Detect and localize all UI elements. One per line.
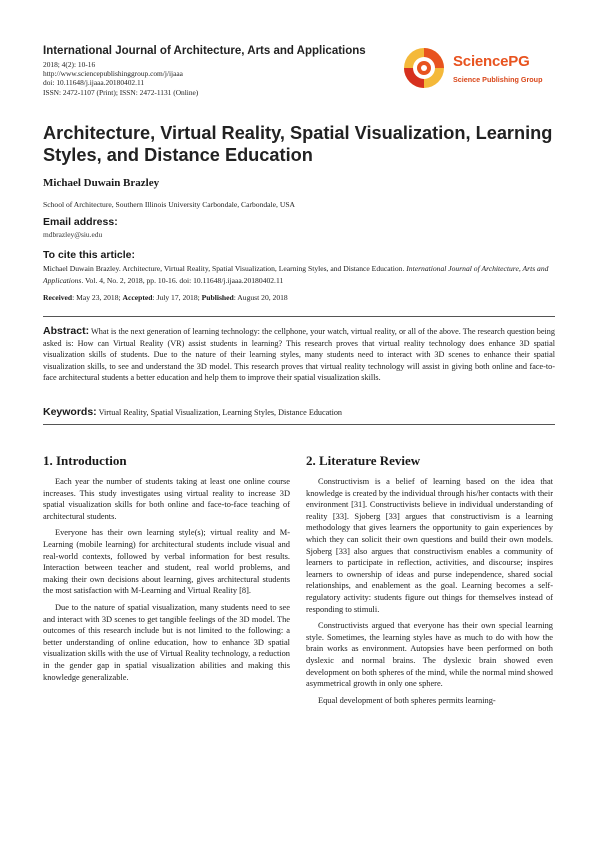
citation-journal: International Journal of Architecture, Arts and Applications — [43, 264, 549, 285]
abstract-text: What is the next generation of learning technology: the cellphone, your watch, virtual reality, or all of the above. The research question being asked is: How can Virtual Reality (VR) assist students in learning? This research proves that virtual reality technology does enhance 3D spatial visualization skills of students. Due to the nature of their learning styles, many students need to interact with 3D scenes to enhance their spatial visualization skills, to see and understand the 3D model. This research proves that virtual reality technology will assist in giving both online and face-to-face architectural students a better education and help them to improve their spatial visualization skills. — [43, 327, 555, 383]
journal-doi[interactable]: doi: 10.11648/j.ijaaa.20180402.11 — [43, 78, 145, 88]
received-label: Received — [43, 293, 73, 302]
logo-subtitle: Science Publishing Group — [453, 75, 543, 84]
received-date: : May 23, 2018; — [72, 293, 123, 302]
journal-title: International Journal of Architecture, Arts and Applications — [43, 45, 366, 57]
section-heading-literature-review: 2. Literature Review — [306, 453, 421, 468]
abstract-label: Abstract: — [43, 325, 90, 337]
citation-details: . Vol. 4, No. 2, 2018, pp. 10-16. doi: 10.11648/j.ijaaa.20180402.11 — [81, 276, 284, 285]
intro-paragraph: Due to the nature of spatial visualization, many students need to see and interact with 3D scenes to get tangible feelings of the 3D model. The outcomes of this research include but is not limited to the following: a better understanding of online education, how to enhance 3D spatial visualization skills with the use of Virtual Reality technology, a reduction in the gender gap in spatial visualization abilities and making this knowledge generalizable. — [43, 602, 290, 682]
paper-title: Architecture, Virtual Reality, Spatial Visualization, Learning Styles, and Distance Education — [43, 123, 553, 165]
literature-paragraph: Constructivists argued that everyone has their own special learning style. Sometimes, the learning styles have as much to do with how the brain works as environment. Autopsies have been performed on both dyslexic and normal brains. The dyslexic brain showed even development on both spheres of the mind, while the normal mind showed asymmetrical growth in only one sphere. — [306, 621, 553, 689]
citation-plain: Michael Duwain Brazley. Architecture, Virtual Reality, Spatial Visualization, Learning Styles, and Distance Education. — [43, 264, 407, 273]
abstract — [43, 326, 555, 384]
author-name: Michael Duwain Brazley — [43, 177, 160, 189]
citation-text — [43, 263, 555, 287]
sciencepg-logo — [402, 46, 562, 90]
issue-info: 2018; 4(2): 10-16 — [43, 60, 96, 69]
journal-meta — [43, 60, 198, 97]
intro-paragraph: Everyone has their own learning style(s); virtual reality and M-Learning (mobile learning) for architectural students include visual and real-world contexts, followed by verbal information for best results. Interaction between teacher and student, real world problems, and making their own decisions about learning, gives architectural students the most satisfaction with M-Learning and Virtual Reality [8]. — [43, 528, 290, 596]
intro-paragraph: Each year the number of students taking at least one online course increases. This study investigates using virtual reality to increase 3D spatial visualization skills for both online and face-to-face teaching of architectural students. — [43, 477, 290, 521]
article-dates — [43, 293, 288, 302]
keywords-label: Keywords: — [43, 406, 97, 418]
logo-name: SciencePG — [453, 53, 530, 70]
journal-issn: ISSN: 2472-1107 (Print); ISSN: 2472-1131 (Online) — [43, 87, 199, 97]
divider-top — [43, 316, 555, 317]
keywords-text: Virtual Reality, Spatial Visualization, Learning Styles, Distance Education — [96, 408, 343, 417]
author-affiliation: School of Architecture, Southern Illinois University Carbondale, Carbondale, USA — [43, 200, 296, 209]
email-heading: Email address: — [43, 216, 118, 228]
cite-heading: To cite this article: — [43, 249, 135, 261]
literature-paragraph: Constructivism is a belief of learning based on the idea that knowledge is created by the individual through his/her contacts with their environment [31]. Constructivists believe in individual understanding of reality [33]. Sjoberg [33] argues that constructivism is a learning methodology that gives learners the opportunity to gain experiences by which they can solicit their own questions and build their own models. Sjoberg [33] also argues that constructivism enables a community of learners to participate in reflection, activities, and discourse; inspires learners to ownership of ideas and purse independence, shared social relationships, and enablement as the goal. Learning becomes a self-regulatory activity: students figure out things for themselves instead of responding to stimuli. — [306, 477, 553, 614]
literature-column — [306, 476, 553, 711]
published-label: Published — [201, 293, 234, 302]
section-heading-introduction: 1. Introduction — [43, 453, 127, 468]
accepted-date: : July 17, 2018; — [152, 293, 202, 302]
sciencepg-emblem-icon — [402, 46, 450, 90]
published-date: : August 20, 2018 — [233, 293, 288, 302]
keywords — [43, 406, 555, 418]
accepted-label: Accepted — [122, 293, 153, 302]
introduction-column — [43, 476, 290, 688]
journal-url[interactable]: http://www.sciencepublishinggroup.com/j/ijaaa — [43, 69, 183, 79]
author-email[interactable]: mdbrazley@siu.edu — [43, 230, 103, 239]
literature-paragraph: Equal development of both spheres permits learning- — [318, 695, 496, 705]
divider-bottom — [43, 424, 555, 425]
